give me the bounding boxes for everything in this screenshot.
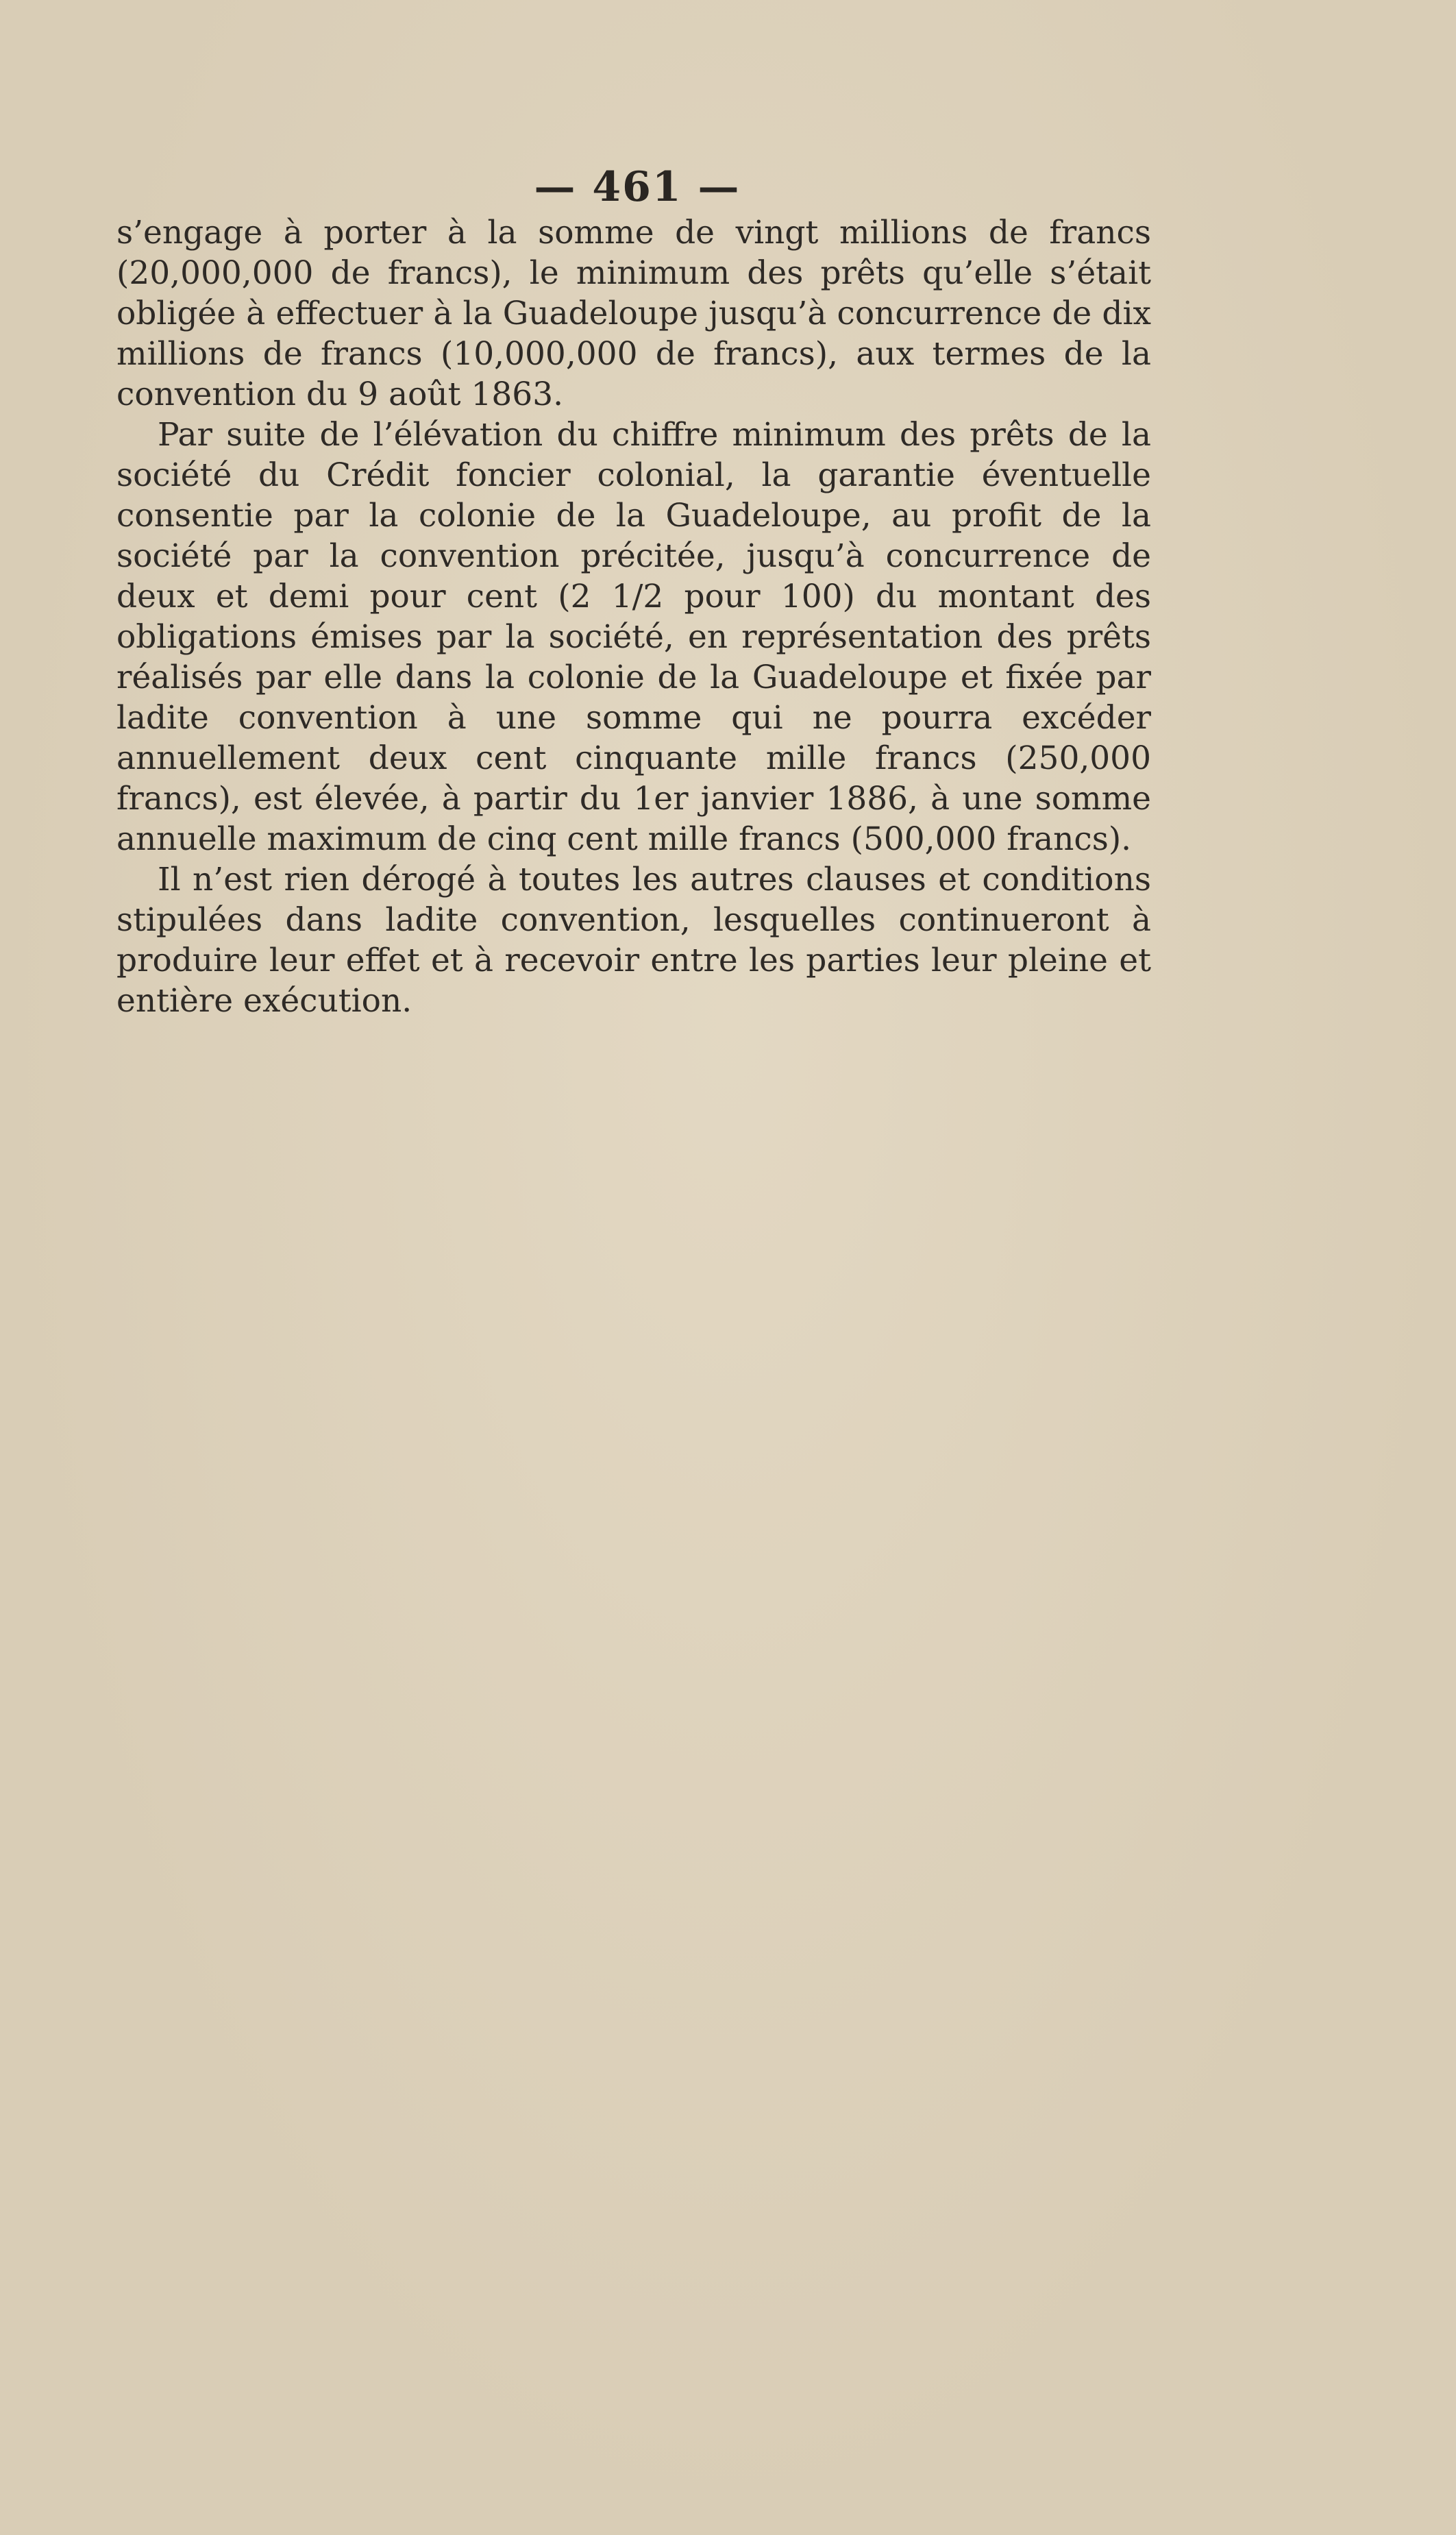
- paragraph-2: Par suite de l’élévation du chiffre minimum des prêts de la société du Crédit foncier colonial, la garantie éventuelle consentie par la colonie de la Guadeloupe, au profit de la société par la convention précitée, jusqu’à concurrence de deux et demi pour cent (2 1/2 pour 100) du montant des obligations émises par la société, en représentation des prêts réalisés par elle dans la colonie de la Guadeloupe et fixée par ladite convention à une somme qui ne pourra excéder annuellement deux cent cinquante mille francs (250,000 francs), est élevée, à partir du 1er janvier 1886, à une somme annuelle maximum de cinq cent mille francs (500,000 francs).: [116, 416, 1151, 858]
- body-text: [116, 212, 1151, 1021]
- paragraph-3: Il n’est rien dérogé à toutes les autres clauses et conditions stipulées dans ladite convention, lesquelles continueront à produire leur effet et à recevoir entre les parties leur pleine et entière exécution.: [116, 861, 1151, 1020]
- page-number: — 461 —: [534, 163, 741, 211]
- paragraph-1: s’engage à porter à la somme de vingt millions de francs (20,000,000 de francs), le minimum des prêts qu’elle s’était obligée à effectuer à la Guadeloupe jusqu’à concurrence de dix millions de francs (10,000,000 de francs), aux termes de la convention du 9 août 1863.: [116, 214, 1151, 413]
